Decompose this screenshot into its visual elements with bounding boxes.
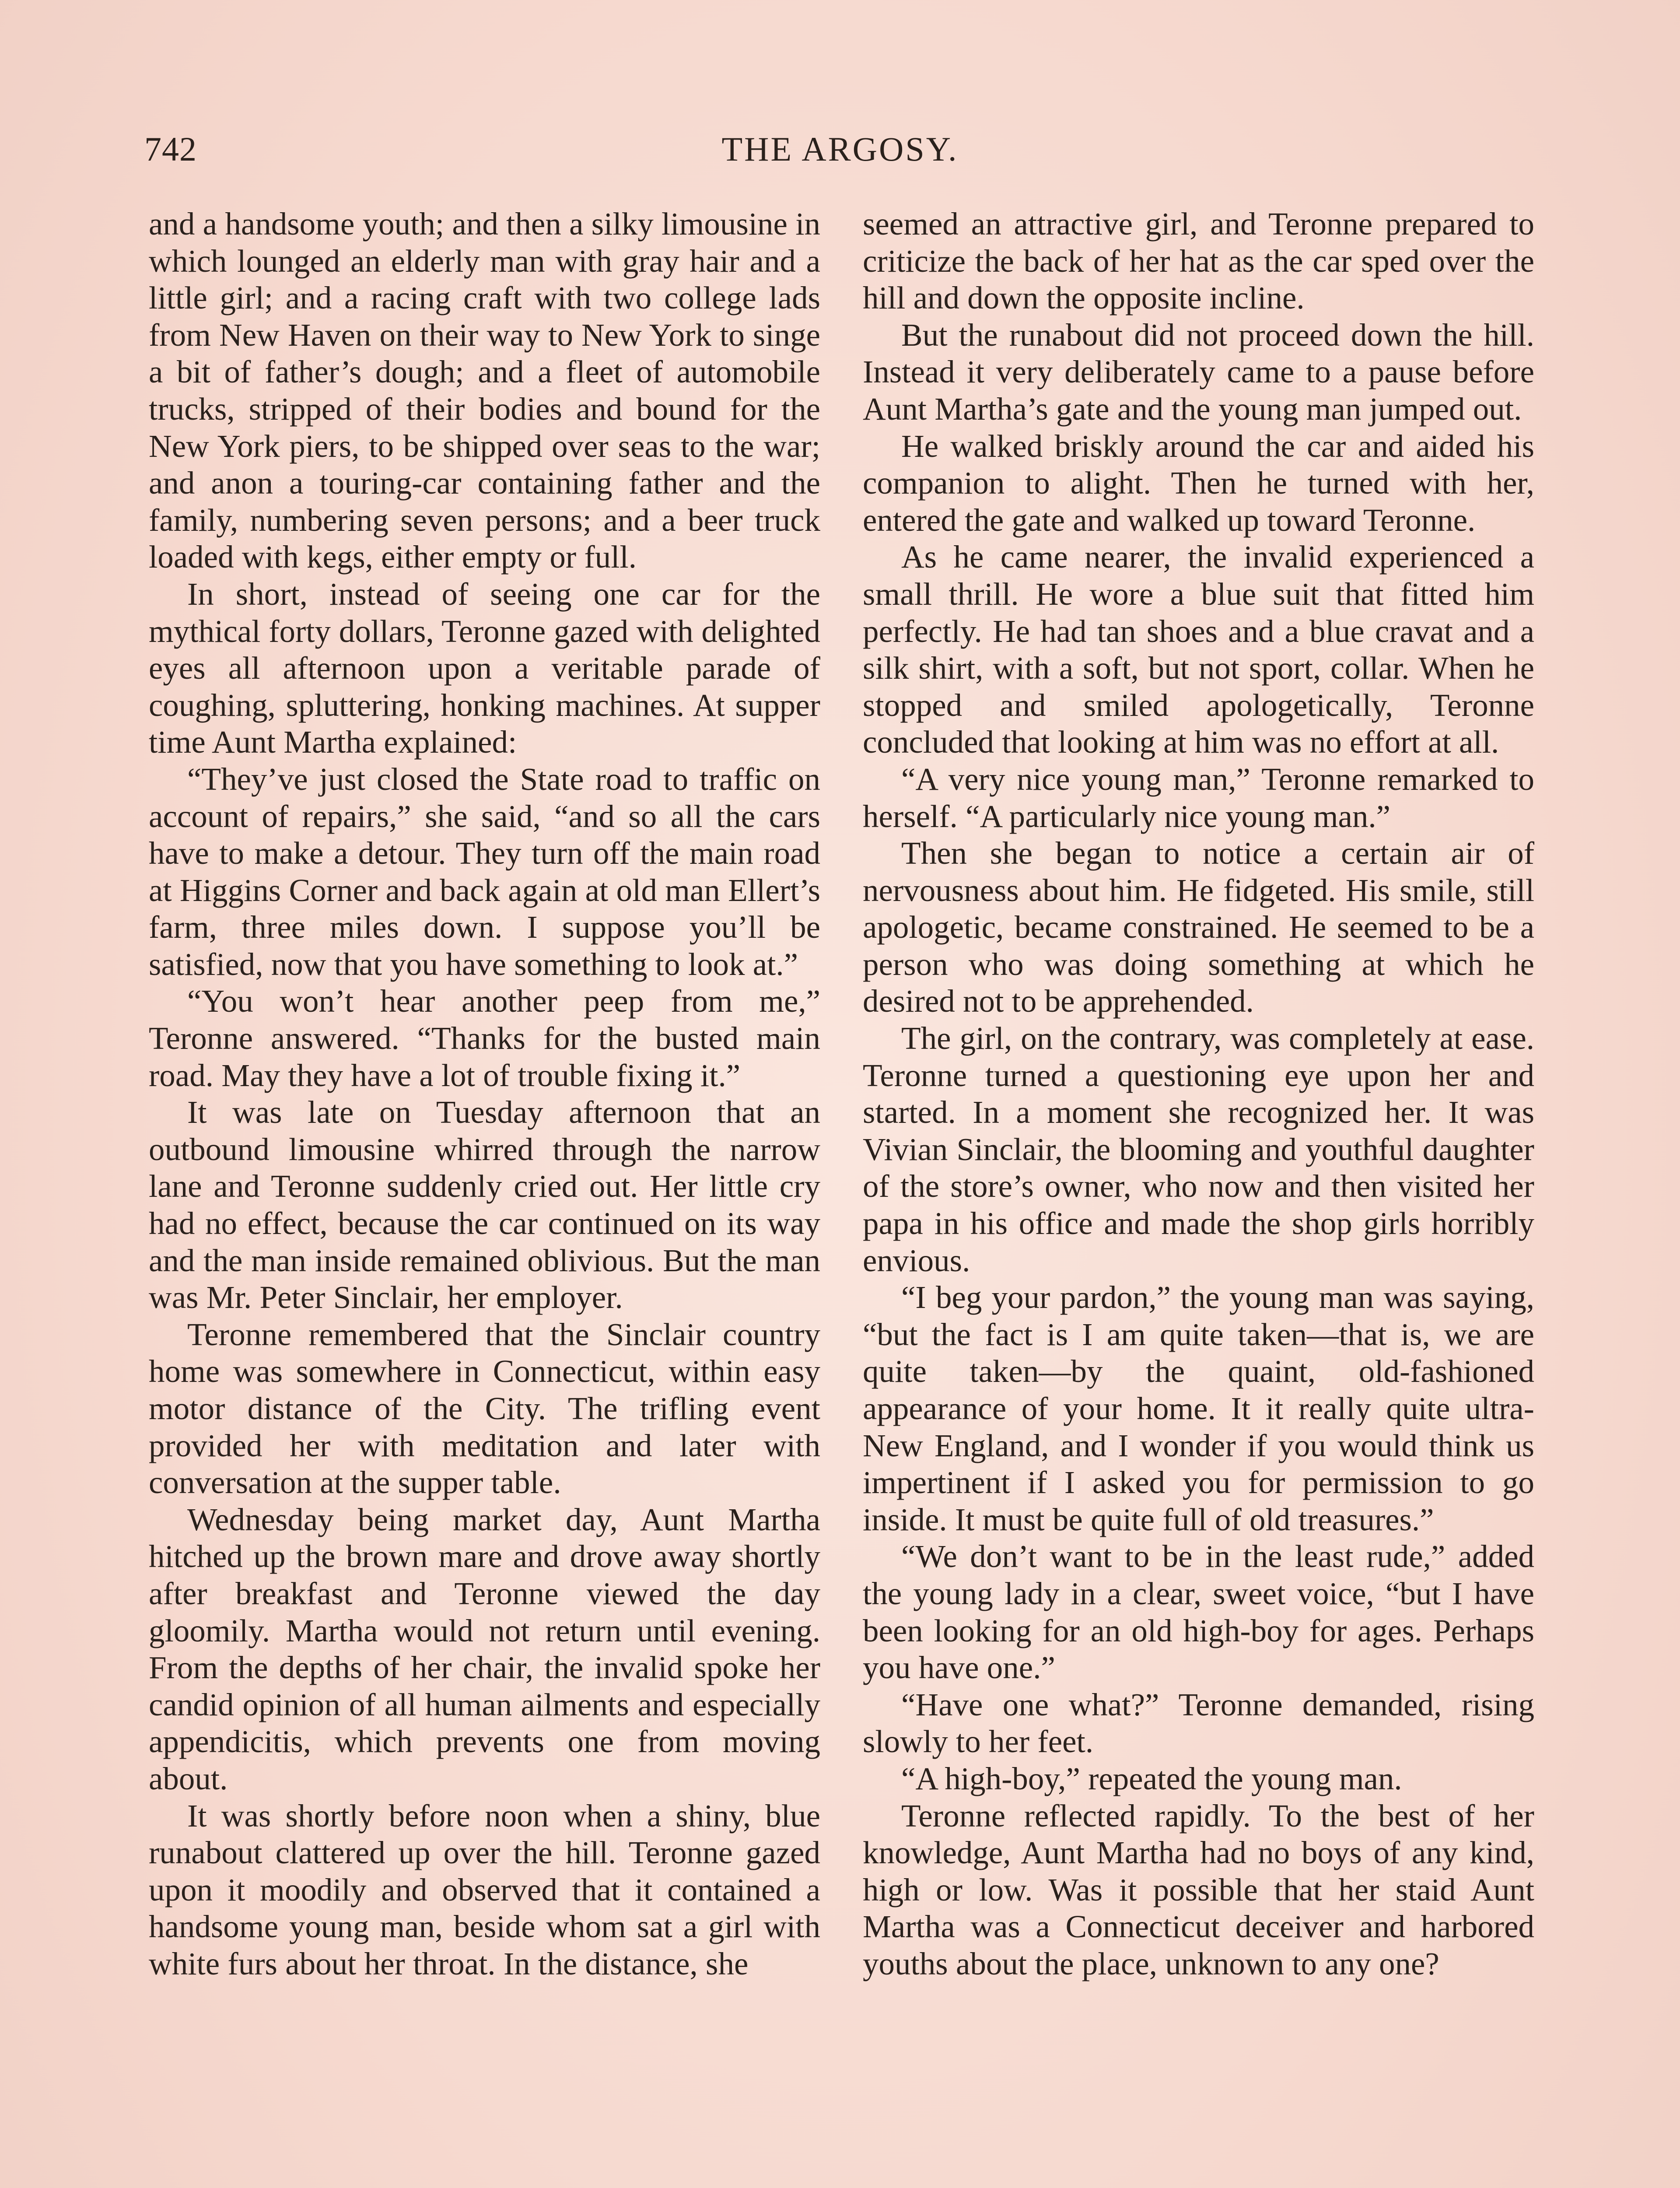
paragraph: “They’ve just closed the State road to traffic on account of repairs,” she said, “and so all the cars have to make a detour. They turn off the main road at Higgins Corner and back again at old man Ellert’s farm, three miles down. I suppose you’ll be satisfied, now that you have something to look at.” (149, 761, 820, 982)
paragraph: “You won’t hear another peep from me,” Teronne answered. “Thanks for the busted main road. May they have a lot of trouble fixing it.” (149, 983, 820, 1093)
left-column (149, 206, 820, 2188)
paragraph: But the runabout did not proceed down the hill. Instead it very deliberately came to a pause before Aunt Martha’s gate and the young man jumped out. (863, 317, 1534, 427)
page-number: 742 (144, 130, 197, 168)
paragraph: As he came nearer, the invalid experienced a small thrill. He wore a blue suit that fitted him perfectly. He had tan shoes and a blue cravat and a silk shirt, with a soft, but not sport, collar. When he stopped and smiled apologetically, Teronne concluded that looking at him was no effort at all. (863, 539, 1534, 760)
paragraph: and a handsome youth; and then a silky limousine in which lounged an elderly man with gray hair and a little girl; and a racing craft with two college lads from New Haven on their way to New York to singe a bit of father’s dough; and a fleet of automobile trucks, stripped of their bodies and bound for the New York piers, to be shipped over seas to the war; and anon a touring-car containing father and the family, numbering seven persons; and a beer truck loaded with kegs, either empty or full. (149, 206, 820, 575)
paragraph: It was late on Tuesday afternoon that an outbound limousine whirred through the narrow lane and Teronne suddenly cried out. Her little cry had no effect, because the car continued on its way and the man inside remained oblivious. But the man was Mr. Peter Sinclair, her employer. (149, 1094, 820, 1315)
running-header (144, 130, 1536, 178)
paragraph: In short, instead of seeing one car for the mythical forty dollars, Teronne gazed with delighted eyes all afternoon upon a veritable parade of coughing, spluttering, honking machines. At supper time Aunt Martha explained: (149, 576, 820, 760)
paragraph: Teronne reflected rapidly. To the best of her knowledge, Aunt Martha had no boys of any kind, high or low. Was it possible that her staid Aunt Martha was a Connecticut deceiver and harbored youths about the place, unknown to any one? (863, 1798, 1534, 1981)
paragraph: The girl, on the contrary, was completely at ease. Teronne turned a questioning eye upon her and started. In a moment she recognized her. It was Vivian Sinclair, the blooming and youthful daughter of the store’s owner, who now and then visited her papa in his office and made the shop girls horribly envious. (863, 1020, 1534, 1278)
paragraph: He walked briskly around the car and aided his companion to alight. Then he turned with her, entered the gate and walked up toward Teronne. (863, 428, 1534, 538)
paragraph: Wednesday being market day, Aunt Martha hitched up the brown mare and drove away shortly after breakfast and Teronne viewed the day gloomily. Martha would not return until evening. From the depths of her chair, the invalid spoke her candid opinion of all human ailments and especially appendicitis, which prevents one from moving about. (149, 1501, 820, 1796)
paragraph: seemed an attractive girl, and Teronne prepared to criticize the back of her hat as the car sped over the hill and down the opposite incline. (863, 206, 1534, 316)
paragraph: Then she began to notice a certain air of nervousness about him. He fidgeted. His smile, still apologetic, became constrained. He seemed to be a person who was doing something at which he desired not to be apprehended. (863, 835, 1534, 1019)
paragraph: “I beg your pardon,” the young man was saying, “but the fact is I am quite taken—that is, we are quite taken—by the quaint, old-fashioned appearance of your home. It it really quite ultra-New England, and I wonder if you would think us impertinent if I asked you for permission to go inside. It must be quite full of old treasures.” (863, 1280, 1534, 1537)
right-column (863, 206, 1534, 2188)
paragraph: “Have one what?” Teronne demanded, rising slowly to her feet. (863, 1687, 1534, 1760)
paragraph: It was shortly before noon when a shiny, blue runabout clattered up over the hill. Teronne gazed upon it moodily and observed that it contained a handsome young man, beside whom sat a girl with white furs about her throat. In the distance, she (149, 1798, 820, 1981)
paragraph: “We don’t want to be in the least rude,” added the young lady in a clear, sweet voice, “but I have been looking for an old high-boy for ages. Perhaps you have one.” (863, 1539, 1534, 1686)
paragraph: Teronne remembered that the Sinclair country home was somewhere in Connecticut, within easy motor distance of the City. The trifling event provided her with meditation and later with conversation at the supper table. (149, 1316, 820, 1501)
paragraph: “A very nice young man,” Teronne remarked to herself. “A particularly nice young man.” (863, 761, 1534, 834)
paragraph: “A high-boy,” repeated the young man. (901, 1760, 1402, 1796)
running-title: THE ARGOSY. (721, 130, 959, 168)
